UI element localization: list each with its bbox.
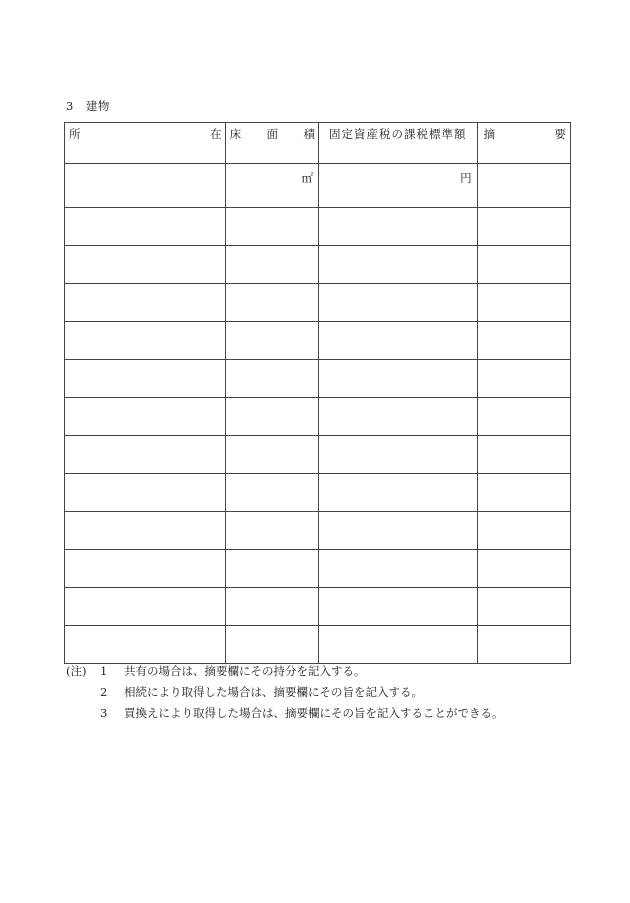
cell-remarks[interactable] — [477, 208, 570, 246]
table-row — [65, 550, 571, 588]
cell-area[interactable] — [225, 164, 318, 208]
cell-area[interactable] — [225, 398, 318, 436]
cell-remarks[interactable] — [477, 474, 570, 512]
cell-tax-value[interactable] — [318, 284, 477, 322]
cell-location[interactable] — [65, 512, 226, 550]
header-remarks — [477, 123, 570, 164]
cell-area[interactable] — [225, 208, 318, 246]
area-unit-label: ㎡ — [301, 171, 313, 185]
note-number: 3 — [100, 706, 108, 720]
cell-area[interactable] — [225, 588, 318, 626]
notes — [66, 661, 504, 724]
cell-location[interactable] — [65, 322, 226, 360]
cell-remarks[interactable] — [477, 436, 570, 474]
cell-area[interactable] — [225, 246, 318, 284]
cell-location[interactable] — [65, 360, 226, 398]
table-row — [65, 626, 571, 664]
table-row — [65, 322, 571, 360]
cell-location[interactable] — [65, 208, 226, 246]
table-row — [65, 164, 571, 208]
header-remarks-left: 摘 — [483, 127, 496, 141]
header-tax-value-label: 固定資産税の課税標準額 — [329, 127, 467, 141]
table-row — [65, 360, 571, 398]
header-area — [225, 123, 318, 164]
cell-location[interactable] — [65, 164, 226, 208]
cell-tax-value[interactable] — [318, 208, 477, 246]
cell-tax-value[interactable] — [318, 588, 477, 626]
building-table — [64, 122, 571, 664]
header-area-left: 床 — [229, 127, 242, 141]
cell-remarks[interactable] — [477, 246, 570, 284]
tax-value-unit-label: 円 — [460, 171, 472, 185]
table-row — [65, 474, 571, 512]
cell-area[interactable] — [225, 360, 318, 398]
cell-tax-value[interactable] — [318, 398, 477, 436]
cell-location[interactable] — [65, 588, 226, 626]
cell-tax-value[interactable] — [318, 474, 477, 512]
cell-tax-value[interactable] — [318, 436, 477, 474]
cell-tax-value[interactable] — [318, 164, 477, 208]
cell-remarks[interactable] — [477, 322, 570, 360]
note-text: 買換えにより取得した場合は、摘要欄にその旨を記入することができる。 — [124, 706, 504, 720]
cell-location[interactable] — [65, 474, 226, 512]
cell-area[interactable] — [225, 436, 318, 474]
table-row — [65, 512, 571, 550]
table-row — [65, 588, 571, 626]
note-item — [66, 682, 504, 703]
header-area-mid: 面 — [266, 127, 279, 141]
header-tax-value — [318, 123, 477, 164]
cell-area[interactable] — [225, 626, 318, 664]
cell-tax-value[interactable] — [318, 550, 477, 588]
cell-remarks[interactable] — [477, 626, 570, 664]
cell-remarks[interactable] — [477, 550, 570, 588]
cell-remarks[interactable] — [477, 588, 570, 626]
cell-location[interactable] — [65, 436, 226, 474]
header-location-left: 所 — [69, 127, 81, 141]
table-row — [65, 208, 571, 246]
header-location — [65, 123, 226, 164]
note-number: 2 — [100, 685, 108, 699]
header-remarks-right: 要 — [554, 127, 566, 141]
table-header-row — [65, 123, 571, 164]
cell-area[interactable] — [225, 284, 318, 322]
cell-remarks[interactable] — [477, 360, 570, 398]
section-title: 3 建物 — [66, 99, 110, 113]
cell-area[interactable] — [225, 550, 318, 588]
cell-tax-value[interactable] — [318, 246, 477, 284]
note-text: 共有の場合は、摘要欄にその持分を記入する。 — [124, 664, 366, 678]
cell-tax-value[interactable] — [318, 360, 477, 398]
cell-location[interactable] — [65, 550, 226, 588]
cell-remarks[interactable] — [477, 398, 570, 436]
note-text: 相続により取得した場合は、摘要欄にその旨を記入する。 — [124, 685, 423, 699]
note-item — [66, 703, 504, 724]
cell-location[interactable] — [65, 398, 226, 436]
cell-remarks[interactable] — [477, 512, 570, 550]
cell-remarks[interactable] — [477, 284, 570, 322]
header-location-right: 在 — [210, 127, 222, 141]
notes-prefix: (注) — [66, 664, 87, 678]
cell-tax-value[interactable] — [318, 626, 477, 664]
table-row — [65, 284, 571, 322]
cell-tax-value[interactable] — [318, 512, 477, 550]
cell-location[interactable] — [65, 284, 226, 322]
table-row — [65, 398, 571, 436]
cell-location[interactable] — [65, 246, 226, 284]
cell-remarks[interactable] — [477, 164, 570, 208]
cell-area[interactable] — [225, 512, 318, 550]
table-row — [65, 436, 571, 474]
cell-area[interactable] — [225, 322, 318, 360]
cell-tax-value[interactable] — [318, 322, 477, 360]
table-row — [65, 246, 571, 284]
note-item — [66, 661, 504, 682]
cell-area[interactable] — [225, 474, 318, 512]
header-area-right: 積 — [303, 127, 315, 141]
note-number: 1 — [100, 664, 108, 678]
cell-location[interactable] — [65, 626, 226, 664]
